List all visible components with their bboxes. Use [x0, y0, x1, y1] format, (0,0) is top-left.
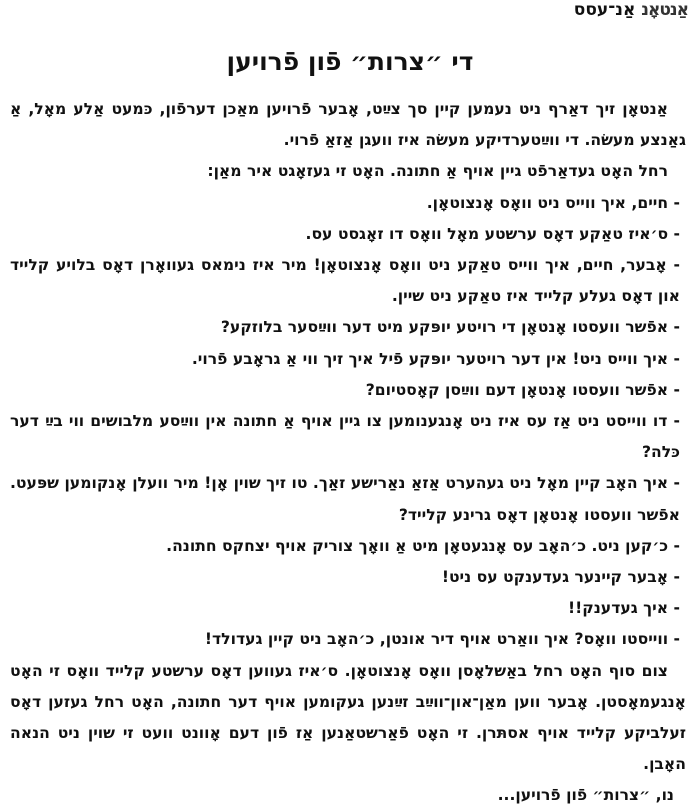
running-header-smudge: אַנטאָנ	[641, 0, 688, 20]
dialogue-line: - איך געדענק!!	[568, 599, 680, 618]
dialogue-line: - ס׳איז טאַקע דאָס ערשטע מאָל וואָס דו זאָגסט עס.	[305, 224, 680, 243]
paragraph: רחל האָט געדאַרפֿט גיין אויף אַ חתונה. האָט זי געזאָגט איר מאַן:	[207, 162, 668, 181]
running-header-text: אַנ־עסס	[573, 0, 636, 20]
dialogue-line: - אָבער קיינער געדענקט עס ניט!	[441, 568, 680, 587]
dialogue-line: - כ׳קען ניט. כ׳האָב עס אָנגעטאָן מיט אַ וואָך צוריק אויף יצחקס חתונה.	[166, 536, 680, 555]
dialogue-line: - אָבער, חיים, איך ווייס טאַקע ניט וואָס אָנצוטאָן! מיר איז נימאס געוואָרן דאָס בלויע קלייד און דאָס געלע קלייד איז טאַקע ניט שיין.	[10, 256, 680, 306]
article-title: די ״צרות״ פֿון פֿרויען	[226, 47, 474, 76]
dialogue-line: - איך ווייס ניט! אין דער רויטער יופּקע פֿיל איך זיך ווי אַ גראָבע פֿרוי.	[191, 349, 680, 368]
dialogue-line: - אפֿשר וועסטו אָנטאָן דעם ווײַסן קאָסטיום?	[365, 380, 680, 399]
paragraph: צום סוף האָט רחל באַשלאָסן וואָס אָנצוטאָן. ס׳איז געווען דאָס ערשטע קלייד וואָס זי האָט אָנגעמאָסטן. אָבער ווען מאַן־און־ווײַב זײַנען געקומען אויף דער חתונה, האָט רחל געזען דאָס זעלביקע קלייד אויף אסתּרן. זי האָט פֿאַרשטאַנען אַז פֿון דעם אָוונט וועט זי שוין ניט הנאה האָבן.	[10, 661, 686, 774]
running-header	[574, 0, 688, 20]
article-body	[10, 94, 686, 812]
dialogue-line: - ווייסטו וואָס? איך וואַרט אויף דיר אונטן, כ׳האָב ניט קיין געדולד!	[204, 630, 680, 649]
paragraph: אַנטאָן זיך דאַרף ניט נעמען קיין סך צײַט, אָבער פֿרויען מאַכן דערפֿון, כּמעט אַלע מאָל, אַ גאַנצע מעשׂה. די ווײַטערדיקע מעשׂה איז וועגן אַזאַ פֿרוי.	[10, 100, 686, 150]
dialogue-line: - חיים, איך ווייס ניט וואָס אָנצוטאָן.	[426, 193, 680, 212]
dialogue-line: - אפֿשר וועסטו אָנטאָן די רויטע יופּקע מיט דער ווײַסער בלוזקע?	[220, 318, 680, 337]
closing-line: נו, ״צרות״ פֿון פֿרויען...	[497, 786, 674, 805]
dialogue-line: - איך האָב קיין מאָל ניט געהערט אַזאַ נאַרישע זאַך. טו זיך שוין אָן! מיר וועלן אָנקומען שפּעט. אפֿשר וועסטו אָנטאָן דאָס גרינע קלייד?	[10, 474, 680, 524]
dialogue-line: - דו ווייסט ניט אַז עס איז ניט אָנגענומען צו גיין אויף אַ חתונה אין ווײַסע מלבושים ווי בײַ דער כּלה?	[10, 412, 680, 462]
